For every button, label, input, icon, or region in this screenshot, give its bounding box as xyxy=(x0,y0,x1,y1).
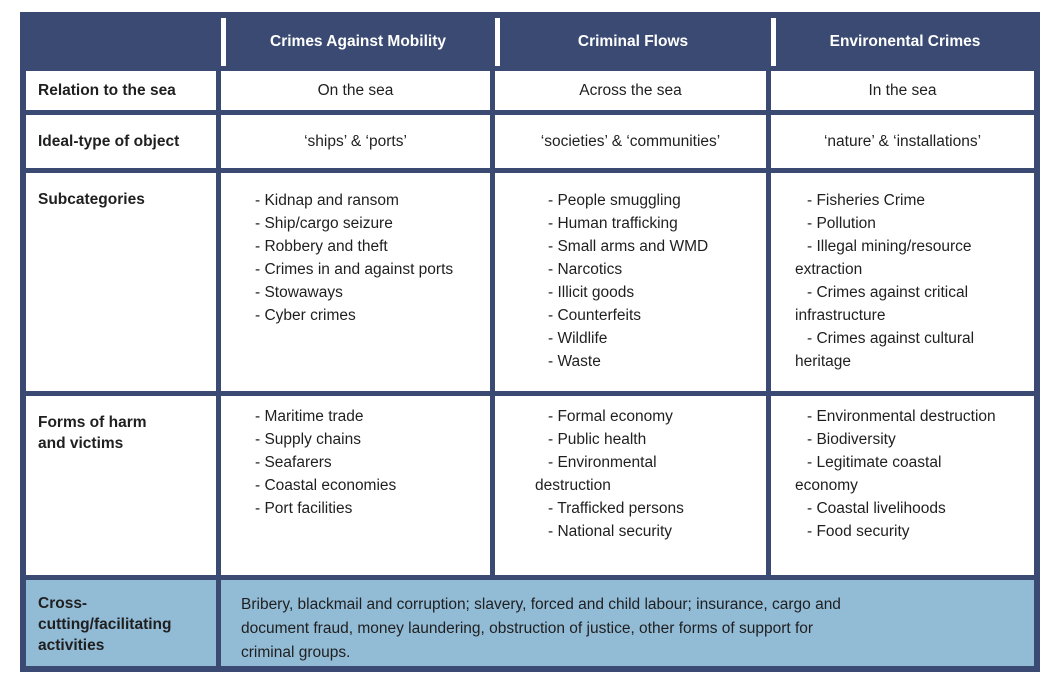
list-item: - Fisheries Crime xyxy=(807,192,925,209)
list-item: - Small arms and WMD xyxy=(548,238,709,255)
list-item: - Seafarers xyxy=(255,454,332,471)
row-label-forms-of-harm-text: Forms of harm and victims xyxy=(38,414,147,452)
row-label-ideal-type-of-object: Ideal-type of object xyxy=(26,115,216,168)
list-item: - Formal economy xyxy=(548,408,673,425)
list-item: - Ship/cargo seizure xyxy=(255,215,393,232)
header-environental-crimes: Environental Crimes xyxy=(771,18,1034,66)
list-item: - Illegal mining/resource extraction xyxy=(795,238,972,278)
cell-subcategories-flows xyxy=(495,173,766,391)
list-item: - Crimes against cultural heritage xyxy=(795,330,975,370)
cell-subcategories-environmental xyxy=(771,173,1034,391)
list-item: - Biodiversity xyxy=(807,431,896,448)
cell-relation-flows: Across the sea xyxy=(495,71,766,110)
list-item: - Stowaways xyxy=(255,284,343,301)
maritime-crime-typology-table xyxy=(20,12,1040,672)
cell-forms-mobility xyxy=(221,396,490,575)
list-item: - Port facilities xyxy=(255,500,353,517)
row-label-relation-to-the-sea: Relation to the sea xyxy=(26,71,216,110)
cell-relation-environmental: In the sea xyxy=(771,71,1034,110)
list-item: - Legitimate coastal economy xyxy=(795,454,942,494)
list-item: - Trafficked persons xyxy=(548,500,684,517)
list-item: - Coastal livelihoods xyxy=(807,500,946,517)
list-item: - Public health xyxy=(548,431,647,448)
cell-ideal-environmental: ‘nature’ & ‘installations’ xyxy=(771,115,1034,168)
list-item: - Kidnap and ransom xyxy=(255,192,399,209)
cell-subcategories-mobility xyxy=(221,173,490,391)
row-label-subcategories: Subcategories xyxy=(26,173,216,391)
list-item: - Supply chains xyxy=(255,431,361,448)
list-item: - National security xyxy=(548,523,673,540)
cell-relation-mobility: On the sea xyxy=(221,71,490,110)
list-item: - Crimes in and against ports xyxy=(255,261,454,278)
list-item: - Robbery and theft xyxy=(255,238,388,255)
list-item: - Human trafficking xyxy=(548,215,678,232)
list-item: - Narcotics xyxy=(548,261,623,278)
header-cell-empty xyxy=(26,18,216,66)
list-item: - People smuggling xyxy=(548,192,681,209)
row-label-cross-cutting: Cross-cutting/facilitating activities xyxy=(26,580,216,666)
cell-ideal-mobility: ‘ships’ & ‘ports’ xyxy=(221,115,490,168)
list-item: - Illicit goods xyxy=(548,284,635,301)
list-item: - Cyber crimes xyxy=(255,307,356,324)
list-item: - Environmental destruction xyxy=(807,408,996,425)
cell-cross-cutting-text xyxy=(221,580,1034,666)
list-item: - Environmental destruction xyxy=(535,454,657,494)
header-criminal-flows: Criminal Flows xyxy=(495,18,766,66)
list-item: - Waste xyxy=(548,353,601,370)
list-item: - Wildlife xyxy=(548,330,608,347)
list-item: - Coastal economies xyxy=(255,477,397,494)
row-label-forms-of-harm xyxy=(26,396,216,575)
cell-forms-environmental xyxy=(771,396,1034,575)
list-item: - Food security xyxy=(807,523,910,540)
header-crimes-against-mobility: Crimes Against Mobility xyxy=(221,18,490,66)
cell-forms-flows xyxy=(495,396,766,575)
list-item: - Counterfeits xyxy=(548,307,642,324)
list-item: - Crimes against critical infrastructure xyxy=(795,284,969,324)
cross-cutting-text: Bribery, blackmail and corruption; slavery, forced and child labour; insurance, cargo and document fraud, money laundering, obstruction of justice, other forms of support for criminal groups. xyxy=(241,596,841,661)
list-item: - Pollution xyxy=(807,215,876,232)
list-item: - Maritime trade xyxy=(255,408,364,425)
cell-ideal-flows: ‘societies’ & ‘communities’ xyxy=(495,115,766,168)
